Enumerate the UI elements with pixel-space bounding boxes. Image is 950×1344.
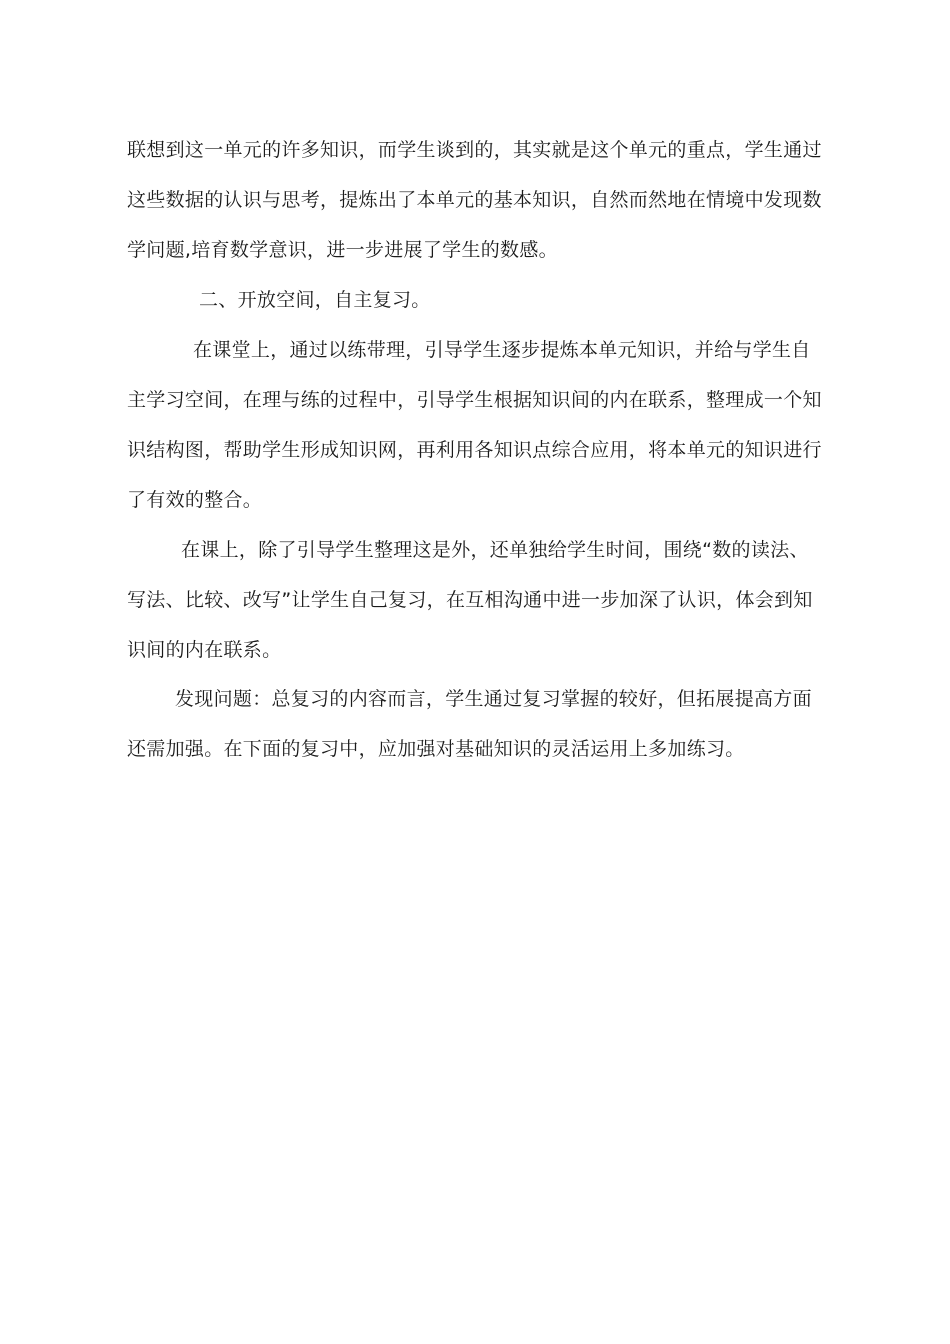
text-line: 识结构图，帮助学生形成知识网，再利用各知识点综合应用，将本单元的知识进行 [127,439,822,461]
text-line: 了有效的整合。 [127,489,263,511]
text-line: 这些数据的认识与思考，提炼出了本单元的基本知识，自然而然地在情境中发现数 [127,189,822,211]
text-line: 识间的内在联系。 [127,639,282,661]
section-heading: 二、开放空间，自主复习。 [199,289,431,311]
text-line: 发现问题：总复习的内容而言，学生通过复习掌握的较好，但拓展提高方面 [175,688,812,710]
text-line: 在课堂上，通过以练带理，引导学生逐步提炼本单元知识，并给与学生自 [193,339,811,361]
text-line: 还需加强。在下面的复习中，应加强对基础知识的灵活运用上多加练习。 [127,738,745,760]
text-line: 在课上，除了引导学生整理这是外，还单独给学生时间，围绕“数的读法、 [181,539,809,561]
text-line: 主学习空间，在理与练的过程中，引导学生根据知识间的内在联系，整理成一个知 [127,389,822,411]
text-line: 写法、比较、改写”让学生自己复习，在互相沟通中进一步加深了认识，体会到知 [127,589,813,611]
text-line: 学问题,培育数学意识，进一步进展了学生的数感。 [127,239,558,261]
text-line: 联想到这一单元的许多知识，而学生谈到的，其实就是这个单元的重点，学生通过 [127,139,822,161]
